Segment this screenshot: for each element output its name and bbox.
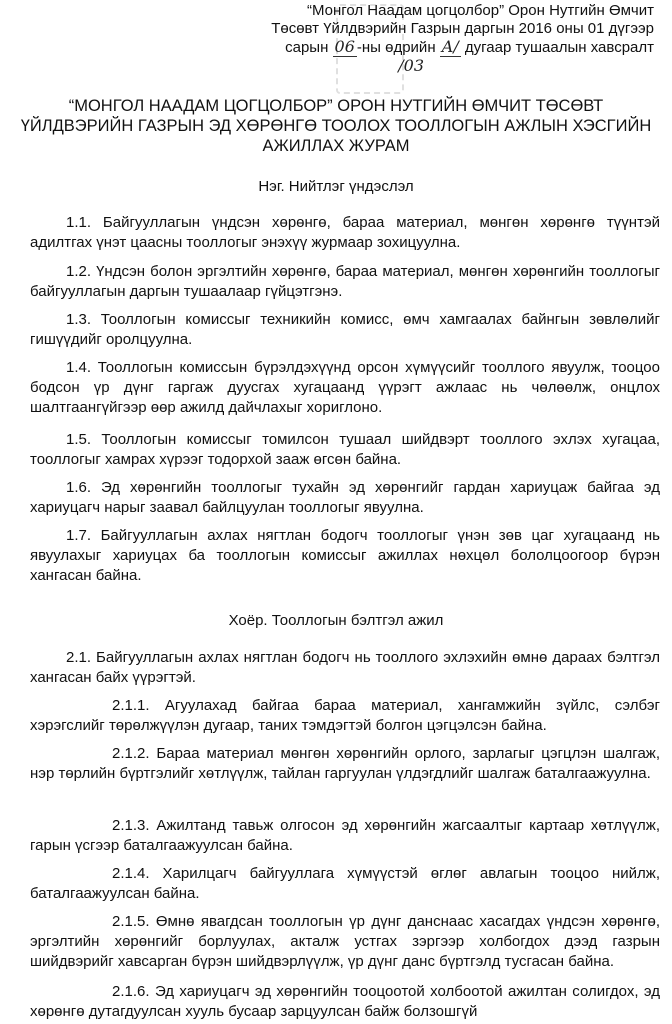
paragraph-1-4: 1.4. Тооллогын комиссын бүрэлдэхүүнд орсон хүмүүсийг тооллого явуулж, тооцоо бодсон үр дүнг гаргаж дуусгах хугацаанд үүрэгт ажлаас нь чөлөөлж, онцлох шалтгаангүйгээр өөр ажилд дайчлахыг хориглоно. xyxy=(30,359,660,416)
annex-line-3 xyxy=(214,38,654,57)
paragraph-1-3: 1.3. Тооллогын комиссыг техникийн комисс, өмч хамгаалах байнгын зөвлөлийг гишүүдийг оролцуулна. xyxy=(30,311,660,348)
annex-text: сарын xyxy=(285,39,333,56)
title-line-1: “МОНГОЛ НААДАМ ЦОГЦОЛБОР” ОРОН НУТГИЙН ӨМЧИТ ТӨСӨВТ xyxy=(68,97,604,115)
paragraph-1-5: 1.5. Тооллогын комиссыг томилсон тушаал шийдвэрт тооллого эхлэх хугацаа, тооллогыг хамрах хүрээг тодорхой зааж өгсөн байна. xyxy=(30,431,660,468)
annex-header xyxy=(214,2,654,75)
document-title xyxy=(20,96,652,156)
handwritten-suffix: /03 xyxy=(398,56,424,75)
annex-text: -ны өдрийн xyxy=(356,39,440,56)
paragraph-2-1-5: 2.1.5. Өмнө явагдсан тооллогын үр дүнг данснаас хасагдах үндсэн хөрөнгө, эргэлтийн хөрөнгийг борлуулах, акталж устгах зэргээр холбогдох дээд газрын шийдвэрийг хавсарган бүрэн шийдвэрлүүлж, үр дүнг данс бүртгэлд тусгасан байна. xyxy=(30,913,660,970)
handwritten-order-number: A/ xyxy=(441,37,459,56)
paragraph-2-1-3: 2.1.3. Ажилтанд тавьж олгосон эд хөрөнгийн жагсаалтыг картаар хөтлүүлж, гарын үсгээр баталгаажуулсан байна. xyxy=(30,817,660,854)
section-heading-1: Нэг. Нийтлэг үндэслэл xyxy=(258,178,414,195)
title-line-2: ҮЙЛДВЭРИЙН ГАЗРЫН ЭД ХӨРӨНГӨ ТООЛОХ ТООЛЛОГЫН АЖЛЫН ХЭСГИЙН xyxy=(20,117,652,135)
annex-line-1: “Монгол Наадам цогцолбор” Орон Нутгийн Өмчит xyxy=(306,2,654,19)
paragraph-2-1: 2.1. Байгууллагын ахлах нягтлан бодогч нь тооллого эхлэхийн өмнө дараах бэлтгэл хангасан байх үүрэгтэй. xyxy=(30,649,660,686)
paragraph-2-1-1: 2.1.1. Агуулахад байгаа бараа материал, хангамжийн зүйлс, сэлбэг хэрэгслийг төрөлжүүлэн дугаар, таних тэмдэгтэй болгон цэгцэлсэн байна. xyxy=(30,697,660,734)
paragraph-1-7: 1.7. Байгууллагын ахлах нягтлан бодогч тооллогыг үнэн зөв цаг хугацаанд нь явуулахыг хариуцах ба тооллогын комиссыг ажиллах нөхцөл бололцоогоор бүрэн хангасан байна. xyxy=(30,527,660,584)
paragraph-1-6: 1.6. Эд хөрөнгийн тооллогыг тухайн эд хөрөнгийг гардан хариуцаж байгаа эд хариуцагч нарыг заавал байлцуулан тооллогыг явуулна. xyxy=(30,479,660,516)
section-heading-2: Хоёр. Тооллогын бэлтгэл ажил xyxy=(228,612,444,629)
handwritten-month: 06 xyxy=(334,37,355,56)
paragraph-2-1-6: 2.1.6. Эд хариуцагч эд хөрөнгийн тооцоотой холбоотой ажилтан солигдох, эд хөрөнгө дутагдуулсан хууль бусаар зарцуулсан байж болзошгүй xyxy=(30,983,660,1020)
annex-line-2: Төсөвт Үйлдвэрийн Газрын даргын 2016 оны 01 дүгээр xyxy=(271,20,654,37)
paragraph-2-1-4: 2.1.4. Харилцагч байгууллага хүмүүстэй өглөг авлагын тооцоо нийлж, баталгаажуулсан байна. xyxy=(30,865,660,902)
title-line-3: АЖИЛЛАХ ЖУРАМ xyxy=(262,137,410,155)
paragraph-1-1: 1.1. Байгууллагын үндсэн хөрөнгө, бараа материал, мөнгөн хөрөнгө түүнтэй адилтгах үнэт цаасны тооллогыг энэхүү журмаар зохицуулна. xyxy=(30,214,660,251)
annex-text: дугаар тушаалын хавсралт xyxy=(460,39,654,56)
paragraph-2-1-2: 2.1.2. Бараа материал мөнгөн хөрөнгийн орлого, зарлагыг цэгцлэн шалгаж, нэр төрлийн бүртгэлийг хөтлүүлж, тайлан гаргуулан үлдэгдлийг шалгаж баталгаажуулна. xyxy=(30,745,660,782)
paragraph-1-2: 1.2. Үндсэн болон эргэлтийн хөрөнгө, бараа материал, мөнгөн хөрөнгийн тооллогыг байгууллагын даргын тушаалаар гүйцэтгэнэ. xyxy=(30,263,660,300)
